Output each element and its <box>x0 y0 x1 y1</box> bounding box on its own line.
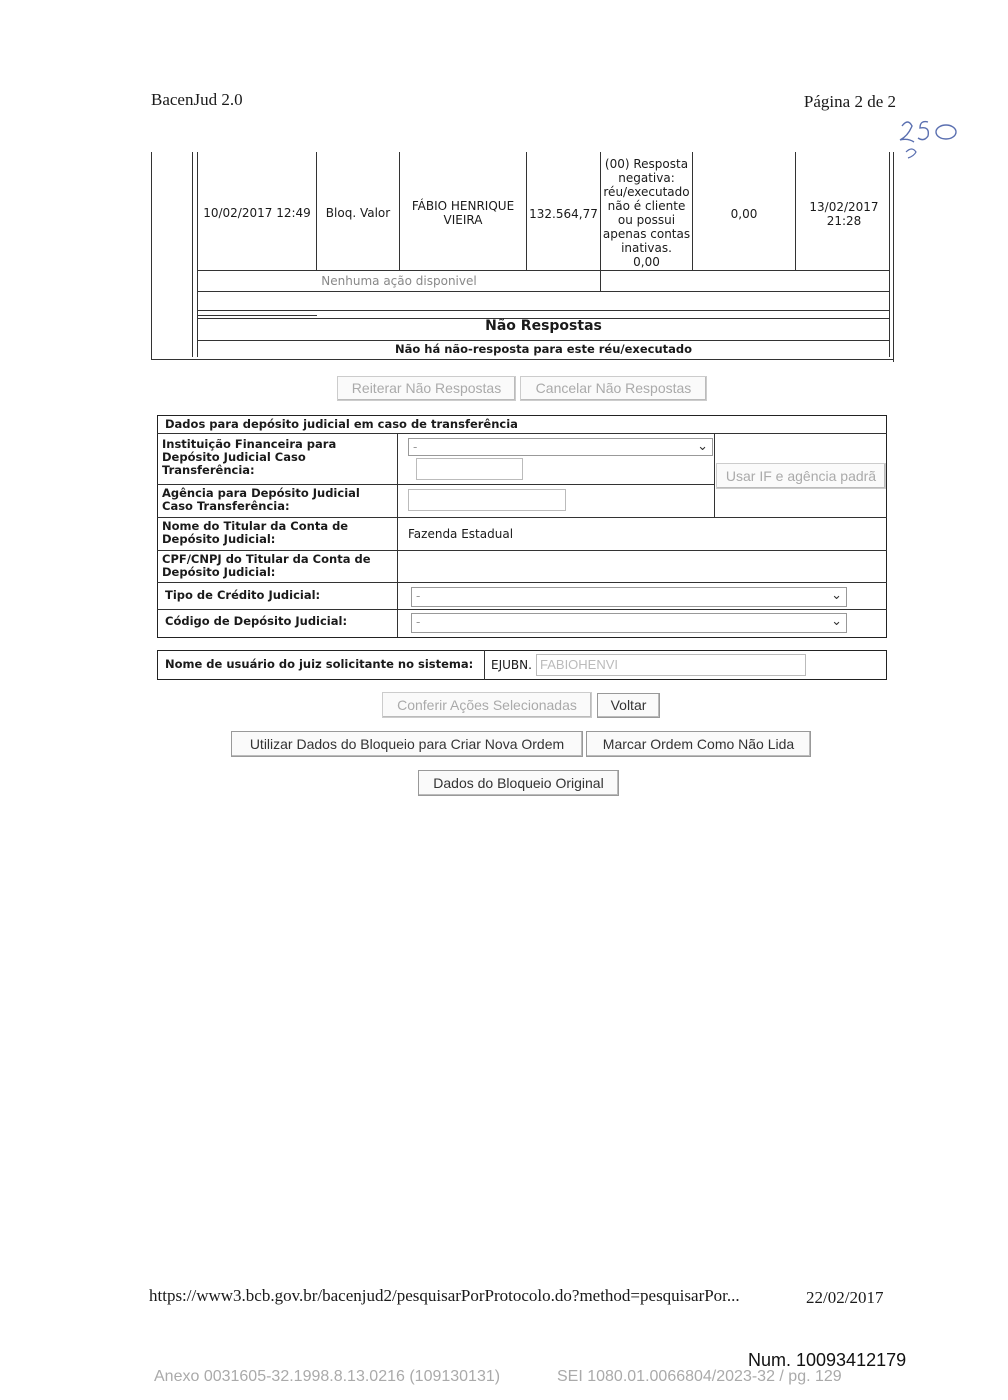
footer-url: https://www3.bcb.gov.br/bacenjud2/pesquisarPorProtocolo.do?method=pesquisarPor... <box>149 1286 740 1305</box>
holder-doc-label: CPF/CNPJ do Titular da Conta de Depósito Judicial: <box>162 552 371 579</box>
conferir-button[interactable]: Conferir Ações Selecionadas <box>382 692 592 718</box>
chevron-down-icon: ⌄ <box>697 439 708 454</box>
institution-label: Instituição Financeira para Depósito Judicial Caso Transferência: <box>162 437 337 477</box>
institution-select[interactable]: - ⌄ <box>408 438 713 456</box>
sei-reference: SEI 1080.01.0066804/2023-32 / pg. 129 <box>557 1368 842 1385</box>
deposit-form-title: Dados para depósito judicial em caso de transferência <box>165 417 518 431</box>
voltar-button[interactable]: Voltar <box>597 693 660 718</box>
order-type: Bloq. Valor <box>325 206 391 220</box>
defendant-name: FÁBIO HENRIQUE VIEIRA <box>411 199 515 227</box>
chevron-down-icon: ⌄ <box>831 588 842 603</box>
order-date: 10/02/2017 12:49 <box>203 206 311 220</box>
blocked-value: 0,00 <box>730 207 758 221</box>
institution-code-input[interactable] <box>416 458 523 480</box>
response-text: (00) Resposta negativa: réu/executado não é cliente ou possui apenas contas inativas. 0,00 <box>602 157 691 269</box>
create-new-order-button[interactable]: Utilizar Dados do Bloqueio para Criar Nova Ordem <box>231 731 583 757</box>
footer-date: 22/02/2017 <box>806 1288 884 1307</box>
agency-label: Agência para Depósito Judicial Caso Transferência: <box>162 486 360 513</box>
page-indicator: Página 2 de 2 <box>803 92 896 111</box>
use-default-if-button[interactable]: Usar IF e agência padrã <box>716 463 886 489</box>
order-amount: 132.564,77 <box>529 207 598 221</box>
judge-user-prefix: EJUBN. <box>491 658 532 672</box>
holder-name-value: Fazenda Estadual <box>408 527 514 541</box>
nao-respostas-message: Não há não-resposta para este réu/executado <box>394 342 693 356</box>
original-block-data-button[interactable]: Dados do Bloqueio Original <box>418 770 619 796</box>
app-title: BacenJud 2.0 <box>151 90 243 109</box>
judge-user-input[interactable]: FABIOHENVI <box>536 654 806 676</box>
no-action-text: Nenhuma ação disponivel <box>321 274 477 288</box>
reiterar-button[interactable]: Reiterar Não Respostas <box>337 376 516 401</box>
credit-type-select[interactable]: - ⌄ <box>411 587 847 607</box>
deposit-code-select[interactable]: - ⌄ <box>411 613 847 633</box>
mark-unread-button[interactable]: Marcar Ordem Como Não Lida <box>586 731 811 757</box>
cancelar-button[interactable]: Cancelar Não Respostas <box>520 376 707 401</box>
credit-type-label: Tipo de Crédito Judicial: <box>165 588 321 602</box>
deposit-code-label: Código de Depósito Judicial: <box>165 614 348 628</box>
agency-input[interactable] <box>408 489 566 511</box>
nao-respostas-title: Não Respostas <box>485 318 602 334</box>
document-number: Num. 10093412179 <box>748 1350 907 1370</box>
annex-reference: Anexo 0031605-32.1998.8.13.0216 (109130131) <box>154 1368 501 1385</box>
judge-user-label: Nome de usuário do juiz solicitante no sistema: <box>165 657 474 671</box>
chevron-down-icon: ⌄ <box>831 614 842 629</box>
holder-name-label: Nome do Titular da Conta de Depósito Judicial: <box>162 519 349 546</box>
response-date: 13/02/2017 21:28 <box>809 200 879 228</box>
